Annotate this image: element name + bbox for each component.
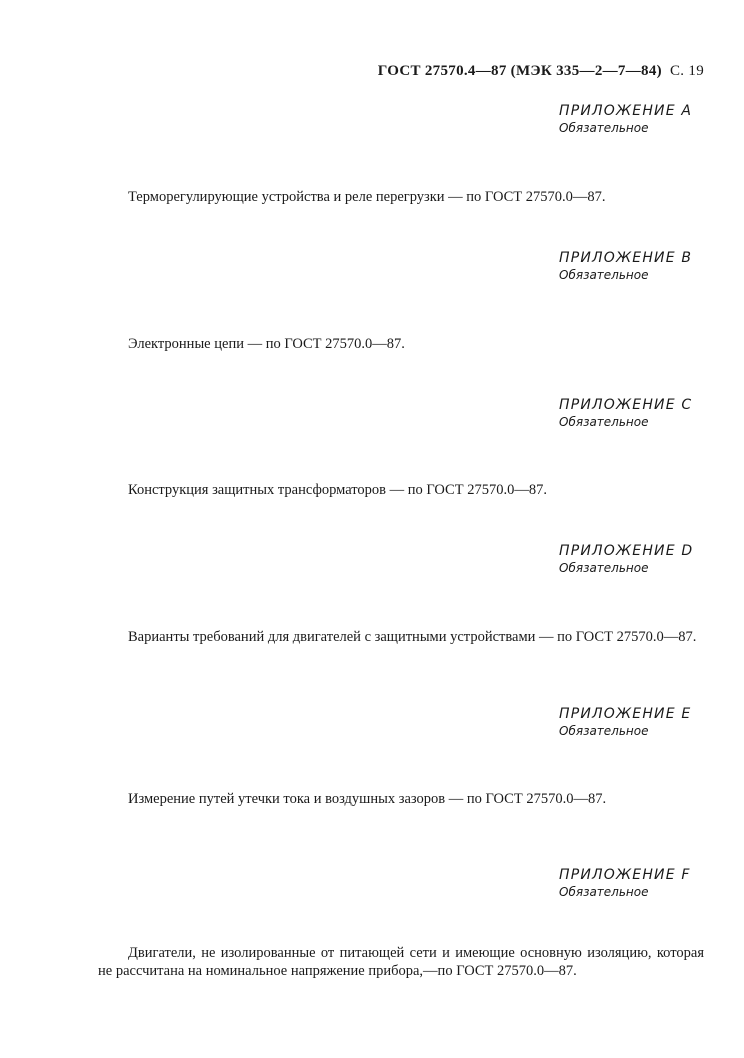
appendix-f-heading: [559, 866, 719, 900]
appendix-d-heading: [559, 542, 719, 576]
appendix-status: Обязательное: [559, 121, 649, 135]
appendix-b-heading: [559, 249, 719, 283]
standard-designation: ГОСТ 27570.4—87 (МЭК 335—2—7—84): [377, 63, 662, 79]
appendix-e-text: Измерение путей утечки тока и воздушных зазоров — по ГОСТ 27570.0—87.: [128, 791, 607, 807]
appendix-c-heading: [559, 396, 719, 430]
appendix-status: Обязательное: [559, 885, 649, 899]
appendix-title: ПРИЛОЖЕНИЕ A: [559, 103, 693, 119]
appendix-e-heading: [559, 705, 719, 739]
appendix-title: ПРИЛОЖЕНИЕ F: [559, 867, 691, 883]
appendix-status: Обязательное: [559, 268, 649, 282]
appendix-a-text: Терморегулирующие устройства и реле перегрузки — по ГОСТ 27570.0—87.: [128, 189, 606, 205]
appendix-status: Обязательное: [559, 724, 649, 738]
appendix-f-text: Двигатели, не изолированные от питающей сети и имеющие основную изоляцию, которая не рассчитана на номинальное напряжение прибора,—по ГОСТ 27570.0—87.: [98, 945, 704, 979]
appendix-title: ПРИЛОЖЕНИЕ E: [559, 706, 692, 722]
appendix-c-text: Конструкция защитных трансформаторов — по ГОСТ 27570.0—87.: [128, 482, 547, 498]
appendix-status: Обязательное: [559, 415, 649, 429]
appendix-a-heading: [559, 102, 719, 136]
appendix-status: Обязательное: [559, 561, 649, 575]
appendix-d-text: Варианты требований для двигателей с защитными устройствами — по ГОСТ 27570.0—87.: [128, 629, 697, 645]
appendix-title: ПРИЛОЖЕНИЕ D: [559, 543, 694, 559]
appendix-b-text: Электронные цепи — по ГОСТ 27570.0—87.: [128, 336, 405, 352]
appendix-title: ПРИЛОЖЕНИЕ C: [559, 397, 693, 413]
page-number: С. 19: [669, 63, 704, 79]
page-header: [378, 63, 704, 80]
appendix-title: ПРИЛОЖЕНИЕ B: [559, 250, 693, 266]
